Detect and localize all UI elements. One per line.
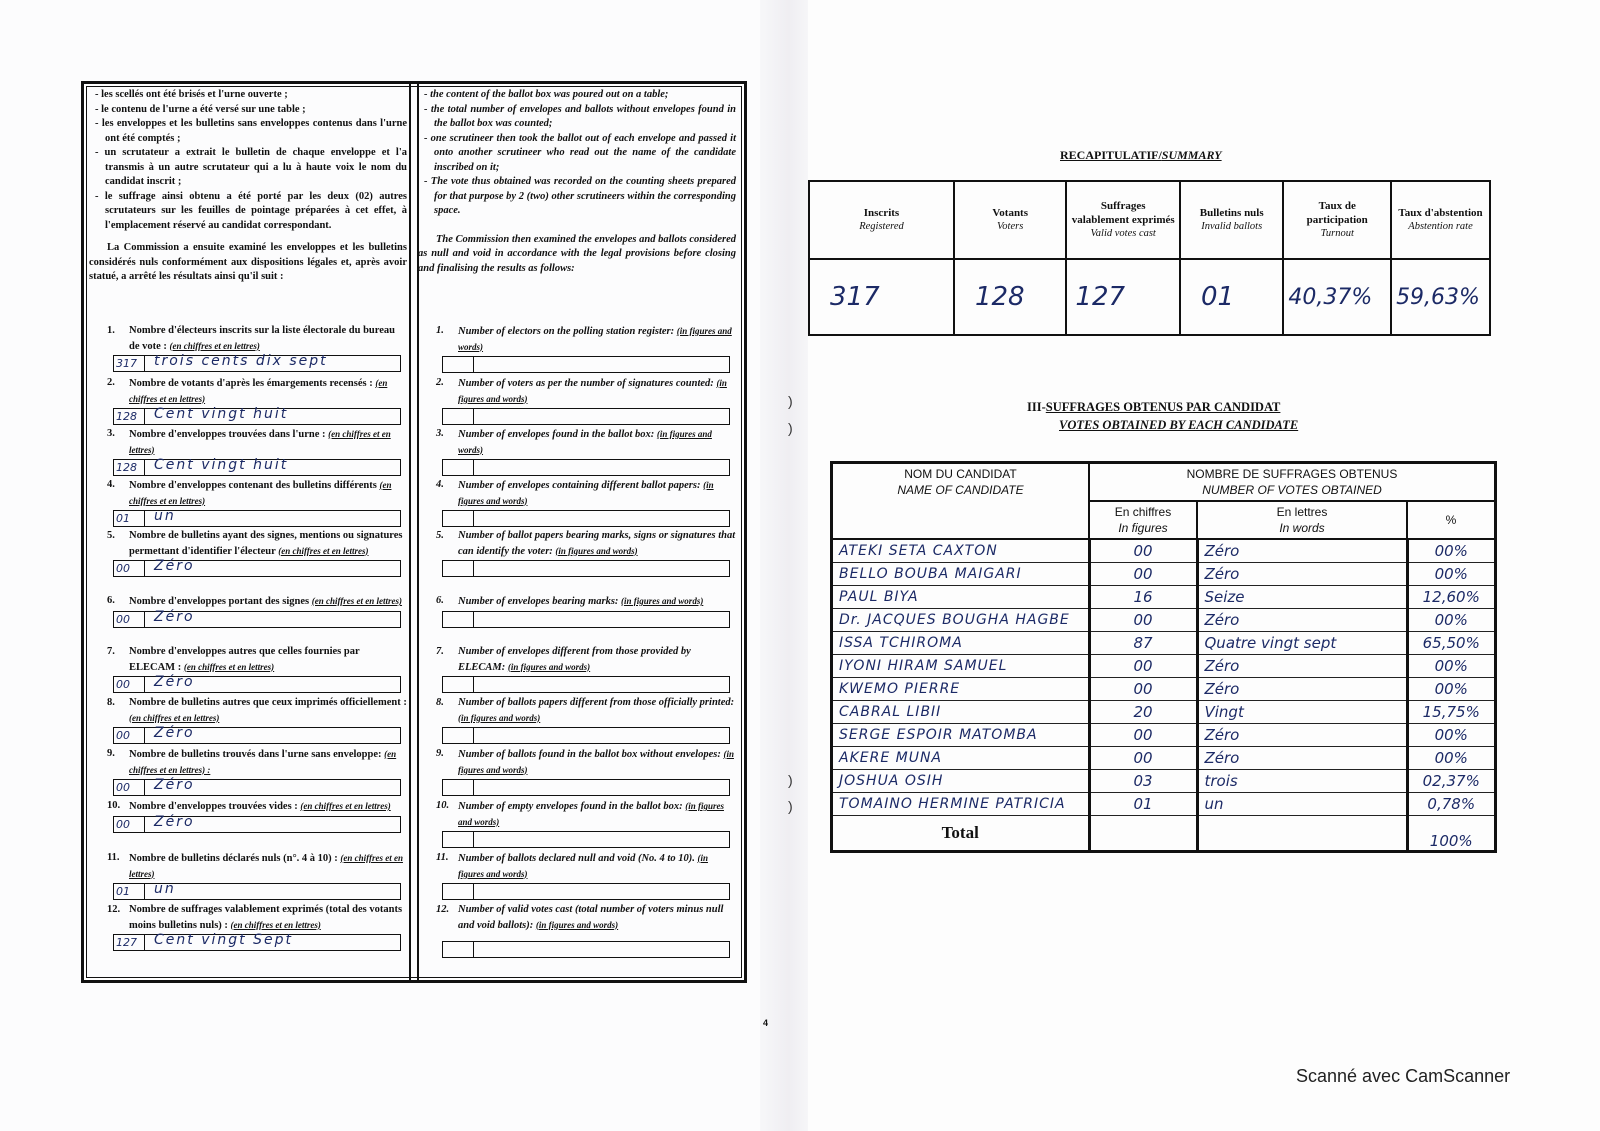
procedure-step: - les scellés ont été brisés et l'urne ouverte ; xyxy=(95,89,288,100)
candidate-name: BELLO BOUBA MAIGARI xyxy=(832,563,1090,586)
header-percent: % xyxy=(1407,501,1496,539)
candidate-votes-table xyxy=(830,461,1497,853)
candidate-percent: 12,60% xyxy=(1407,586,1496,609)
candidate-name: PAUL BIYA xyxy=(832,586,1090,609)
answer-field[interactable] xyxy=(442,560,730,577)
candidate-row xyxy=(832,563,1496,586)
form-item-11: 11. Nombre de bulletins déclarés nuls (n°. 4 à 10) : (en chiffres et en lettres) 01 un xyxy=(107,852,403,898)
candidate-votes-words: un xyxy=(1197,793,1407,816)
answer-words: Zéro xyxy=(154,674,195,690)
candidate-row xyxy=(832,724,1496,747)
form-item-12: 12. Nombre de suffrages valablement exprimés (total des votants moins bulletins nuls) : (en chiffres et en lettres) 127 Cent vingt Sept xyxy=(107,904,403,949)
header-turnout: Taux de participation Turnout xyxy=(1283,181,1391,259)
candidate-name: ATEKI SETA CAXTON xyxy=(832,539,1090,563)
summary-header-row xyxy=(809,181,1490,259)
candidate-percent: 15,75% xyxy=(1407,701,1496,724)
header-invalid-ballots: Bulletins nuls Invalid ballots xyxy=(1180,181,1283,259)
answer-figure: 00 xyxy=(114,817,145,832)
candidate-percent: 65,50% xyxy=(1407,632,1496,655)
form-item-6: 6. Nombre d'enveloppes portant des signes (en chiffres et en lettres) 00 Zéro xyxy=(107,595,403,626)
candidate-votes-figures: 00 xyxy=(1089,724,1197,747)
answer-field[interactable] xyxy=(113,459,401,476)
candidate-votes-figures: 00 xyxy=(1089,609,1197,632)
form-item-9-en: 9. Number of ballots found in the ballot box without envelopes: (in figures and words) xyxy=(418,747,736,796)
answer-figure: 00 xyxy=(114,561,145,576)
answer-words: Cent vingt huit xyxy=(154,457,289,473)
form-item-3-en: 3. Number of envelopes found in the ballot box: (in figures and words) xyxy=(418,427,736,476)
candidate-percent: 00% xyxy=(1407,655,1496,678)
procedure-step: - le contenu de l'urne a été versé sur une table ; xyxy=(95,103,306,115)
procedure-step: - the total number of envelopes and ballots without envelopes found in the ballot box was counted; xyxy=(424,103,736,129)
candidate-name: JOSHUA OSIH xyxy=(832,770,1090,793)
candidate-votes-words: Zéro xyxy=(1197,563,1407,586)
answer-figure: 317 xyxy=(114,356,145,371)
answer-field[interactable] xyxy=(442,831,730,848)
candidate-name: AKERE MUNA xyxy=(832,747,1090,770)
header-in-figures: En chiffres In figures xyxy=(1089,501,1197,539)
candidate-row xyxy=(832,793,1496,816)
turnout-value: 40,37% xyxy=(1283,259,1391,335)
french-column xyxy=(89,88,407,976)
total-figures xyxy=(1089,816,1197,852)
candidate-votes-words: Zéro xyxy=(1197,539,1407,563)
section-title: III-SUFFRAGES OBTENUS PAR CANDIDAT xyxy=(1027,400,1281,414)
answer-figure: 00 xyxy=(114,780,145,795)
candidate-votes-figures: 87 xyxy=(1089,632,1197,655)
header-in-words: En lettres In words xyxy=(1197,501,1407,539)
answer-field[interactable] xyxy=(113,934,401,951)
candidate-name: Dr. JACQUES BOUGHA HAGBE xyxy=(832,609,1090,632)
answer-words: trois cents dix sept xyxy=(154,353,328,369)
answer-field[interactable] xyxy=(442,408,730,425)
candidate-votes-words: Seize xyxy=(1197,586,1407,609)
form-item-7-en: 7. Number of envelopes different from those provided by ELECAM: (in figures and words) xyxy=(418,645,736,693)
candidate-name: CABRAL LIBII xyxy=(832,701,1090,724)
form-item-4: 4. Nombre d'enveloppes contenant des bulletins différents (en chiffres et en lettres) 01 un xyxy=(89,478,407,527)
answer-figure: 128 xyxy=(114,460,145,475)
form-item-1-en: 1. Number of electors on the polling station register: (in figures and words) xyxy=(418,324,736,373)
answer-field[interactable] xyxy=(113,779,401,796)
camscanner-watermark: Scanné avec CamScanner xyxy=(1296,1066,1511,1086)
candidate-percent: 00% xyxy=(1407,747,1496,770)
binding-mark: ) xyxy=(788,772,793,788)
answer-field[interactable] xyxy=(442,883,730,900)
candidate-name: ISSA TCHIROMA xyxy=(832,632,1090,655)
candidate-row xyxy=(832,655,1496,678)
procedure-step: - one scrutineer then took the ballot out of each envelope and passed it onto another scrutineer who read out the name of the candidate inscribed on it; xyxy=(424,132,736,173)
candidate-name: IYONI HIRAM SAMUEL xyxy=(832,655,1090,678)
form-item-5: 5. Nombre de bulletins ayant des signes, mentions ou signatures permettant d'identifier l'électeur (en chiffres et en lettres) 00 Zéro xyxy=(107,530,403,575)
answer-field[interactable] xyxy=(442,676,730,693)
answer-figure: 00 xyxy=(114,612,145,627)
header-valid-votes: Suffrages valablement exprimés Valid votes cast xyxy=(1066,181,1180,259)
form-item-7: 7. Nombre d'enveloppes autres que celles fournies par ELECAM : (en chiffres et en lettres) 00 Zéro xyxy=(89,645,407,693)
english-column xyxy=(418,88,736,976)
candidate-votes-figures: 00 xyxy=(1089,563,1197,586)
form-item-12-en: 12. Number of valid votes cast (total number of voters minus null and void ballots): (in figures and words) xyxy=(418,903,736,958)
form-item-5-en: 5. Number of ballot papers bearing marks, signs or signatures that can identify the voter: (in figures and words) xyxy=(418,529,736,577)
form-item-8: 8. Nombre de bulletins autres que ceux imprimés officiellement : (en chiffres et en lettres) 00 Zéro xyxy=(107,697,407,742)
form-item-2: 2. Nombre de votants d'après les émargements recensés : (en chiffres et en lettres) 128 Cent vingt huit xyxy=(89,376,407,425)
candidate-percent: 00% xyxy=(1407,678,1496,701)
candidate-votes-figures: 00 xyxy=(1089,747,1197,770)
answer-field[interactable] xyxy=(442,779,730,796)
answer-field[interactable] xyxy=(113,510,401,527)
answer-figure: 00 xyxy=(114,677,145,692)
answer-field[interactable] xyxy=(113,408,401,425)
form-item-8-en: 8. Number of ballots papers different from those officially printed: (in figures and words) xyxy=(418,696,736,744)
commission-paragraph: The Commission then examined the envelopes and ballots considered as null and void in accordance with the legal provisions before closing and finalising the results as follows: xyxy=(418,233,736,274)
binding-mark: ) xyxy=(788,393,793,409)
answer-field[interactable] xyxy=(113,676,401,693)
header-candidate-name: NOM DU CANDIDAT NAME OF CANDIDATE xyxy=(832,463,1090,540)
candidate-votes-figures: 00 xyxy=(1089,539,1197,563)
answer-field[interactable] xyxy=(442,611,730,628)
page-number: 4 xyxy=(763,1018,769,1028)
candidate-row xyxy=(832,632,1496,655)
total-percent: 100% xyxy=(1407,816,1496,852)
candidate-row xyxy=(832,770,1496,793)
answer-field[interactable] xyxy=(442,941,730,958)
answer-figure: 127 xyxy=(114,935,145,950)
page-gutter xyxy=(760,0,808,1131)
candidate-votes-words: Quatre vingt sept xyxy=(1197,632,1407,655)
candidate-percent: 00% xyxy=(1407,539,1496,563)
answer-field[interactable] xyxy=(113,560,401,577)
form-item-11-en: 11. Number of ballots declared null and void (No. 4 to 10). (in figures and words) xyxy=(418,851,736,900)
candidate-votes-words: Zéro xyxy=(1197,655,1407,678)
answer-field[interactable] xyxy=(113,727,401,744)
answer-field[interactable] xyxy=(113,883,401,900)
registered-value: 317 xyxy=(809,259,954,335)
candidate-votes-words: Zéro xyxy=(1197,609,1407,632)
invalid-ballots-value: 01 xyxy=(1180,259,1283,335)
answer-words: Zéro xyxy=(154,777,195,793)
candidate-votes-figures: 00 xyxy=(1089,678,1197,701)
header-registered: Inscrits Registered xyxy=(809,181,954,259)
counting-procedure-form xyxy=(81,81,747,983)
answer-field[interactable] xyxy=(442,510,730,527)
candidate-row xyxy=(832,701,1496,724)
summary-values-row xyxy=(809,259,1490,335)
header-votes-obtained: NOMBRE DE SUFFRAGES OBTENUS NUMBER OF VOTES OBTAINED xyxy=(1089,463,1496,502)
answer-words: Zéro xyxy=(154,608,195,625)
form-item-10-en: 10. Number of empty envelopes found in the ballot box: (in figures and words) xyxy=(418,799,736,848)
header-voters: Votants Voters xyxy=(954,181,1066,259)
candidate-percent: 00% xyxy=(1407,724,1496,747)
form-item-1: 1. Nombre d'électeurs inscrits sur la liste électorale du bureau de vote : (en chiffres et en lettres) 317 trois cents dix sept xyxy=(89,324,407,372)
candidate-percent: 0,78% xyxy=(1407,793,1496,816)
binding-mark: ) xyxy=(788,420,793,436)
candidate-votes-figures: 00 xyxy=(1089,655,1197,678)
answer-words: un xyxy=(154,881,176,897)
candidate-row xyxy=(832,609,1496,632)
candidate-name: SERGE ESPOIR MATOMBA xyxy=(832,724,1090,747)
header-abstention: Taux d'abstention Abstention rate xyxy=(1391,181,1490,259)
form-item-9: 9. Nombre de bulletins trouvés dans l'urne sans enveloppe: (en chiffres et en lettres) : 00 Zéro xyxy=(89,747,407,796)
candidate-votes-figures: 20 xyxy=(1089,701,1197,724)
candidate-name: KWEMO PIERRE xyxy=(832,678,1090,701)
answer-figure: 01 xyxy=(114,511,145,526)
answer-words: un xyxy=(154,508,176,524)
candidate-votes-words: Vingt xyxy=(1197,701,1407,724)
answer-words: Cent vingt huit xyxy=(154,406,289,422)
candidate-percent: 02,37% xyxy=(1407,770,1496,793)
procedure-step: - the content of the ballot box was poured out on a table; xyxy=(424,89,669,100)
candidate-votes-figures: 03 xyxy=(1089,770,1197,793)
answer-field[interactable] xyxy=(442,459,730,476)
total-words xyxy=(1197,816,1407,852)
candidate-percent: 00% xyxy=(1407,609,1496,632)
candidate-votes-words: Zéro xyxy=(1197,678,1407,701)
commission-paragraph: La Commission a ensuite examiné les enveloppes et les bulletins considérés nuls conformément aux dispositions légales et, après avoir statué, a arrêté les résultats ainsi qu'il suit : xyxy=(89,242,407,282)
form-item-6-en: 6. Number of envelopes bearing marks: (in figures and words) xyxy=(418,594,736,628)
section-subtitle: VOTES OBTAINED BY EACH CANDIDATE xyxy=(1059,418,1299,432)
answer-words: Zéro xyxy=(154,558,195,574)
candidate-row xyxy=(832,678,1496,701)
answer-field[interactable] xyxy=(442,727,730,744)
procedure-step: - le suffrage ainsi obtenu a été porté par les deux (02) autres scrutateurs sur les feuilles de pointage préparées à cet effet, à l'emplacement réservé au candidat correspondant. xyxy=(95,190,407,231)
candidate-votes-words: Zéro xyxy=(1197,724,1407,747)
candidate-votes-words: trois xyxy=(1197,770,1407,793)
answer-words: Zéro xyxy=(154,725,195,741)
candidate-row xyxy=(832,747,1496,770)
form-item-4-en: 4. Number of envelopes containing different ballot papers: (in figures and words) xyxy=(418,478,736,527)
answer-words: Cent vingt Sept xyxy=(154,932,293,948)
total-row xyxy=(832,816,1496,852)
candidates-header-row-1 xyxy=(832,463,1496,502)
summary-title: RECAPITULATIF/SUMMARY xyxy=(1060,148,1222,162)
candidate-votes-figures: 01 xyxy=(1089,793,1197,816)
answer-field[interactable] xyxy=(442,356,730,373)
procedure-step: - un scrutateur a extrait le bulletin de chaque enveloppe et l'a transmis à un autre scrutateur qui a lu à haute voix le nom du candidat inscrit ; xyxy=(95,147,407,187)
answer-words: Zéro xyxy=(154,813,195,830)
voters-value: 128 xyxy=(954,259,1066,335)
candidate-votes-words: Zéro xyxy=(1197,747,1407,770)
form-item-3: 3. Nombre d'enveloppes trouvées dans l'urne : (en chiffres et en lettres) 128 Cent vingt huit xyxy=(89,427,407,476)
procedure-step: - les enveloppes et les bulletins sans enveloppes contenus dans l'urne ont été comptés ; xyxy=(95,118,407,144)
form-item-2-en: 2. Number of voters as per the number of signatures counted: (in figures and words) xyxy=(418,376,736,425)
answer-figure: 128 xyxy=(114,409,145,424)
binding-mark: ) xyxy=(788,798,793,814)
valid-votes-value: 127 xyxy=(1066,259,1180,335)
total-label: Total xyxy=(832,816,1090,852)
answer-figure: 00 xyxy=(114,728,145,743)
candidate-row xyxy=(832,586,1496,609)
candidate-name: TOMAINO HERMINE PATRICIA xyxy=(832,793,1090,816)
abstention-value: 59,63% xyxy=(1391,259,1490,335)
summary-table xyxy=(808,180,1491,336)
candidate-percent: 00% xyxy=(1407,563,1496,586)
candidate-row xyxy=(832,539,1496,563)
answer-figure: 01 xyxy=(114,884,145,899)
candidate-votes-figures: 16 xyxy=(1089,586,1197,609)
procedure-step: - The vote thus obtained was recorded on the counting sheets prepared for that purpose by 2 (two) other scrutineers within the corresponding space. xyxy=(424,176,736,216)
answer-field[interactable] xyxy=(113,355,401,372)
form-item-10: 10. Nombre d'enveloppes trouvées vides : (en chiffres et en lettres) 00 Zéro xyxy=(89,799,407,833)
